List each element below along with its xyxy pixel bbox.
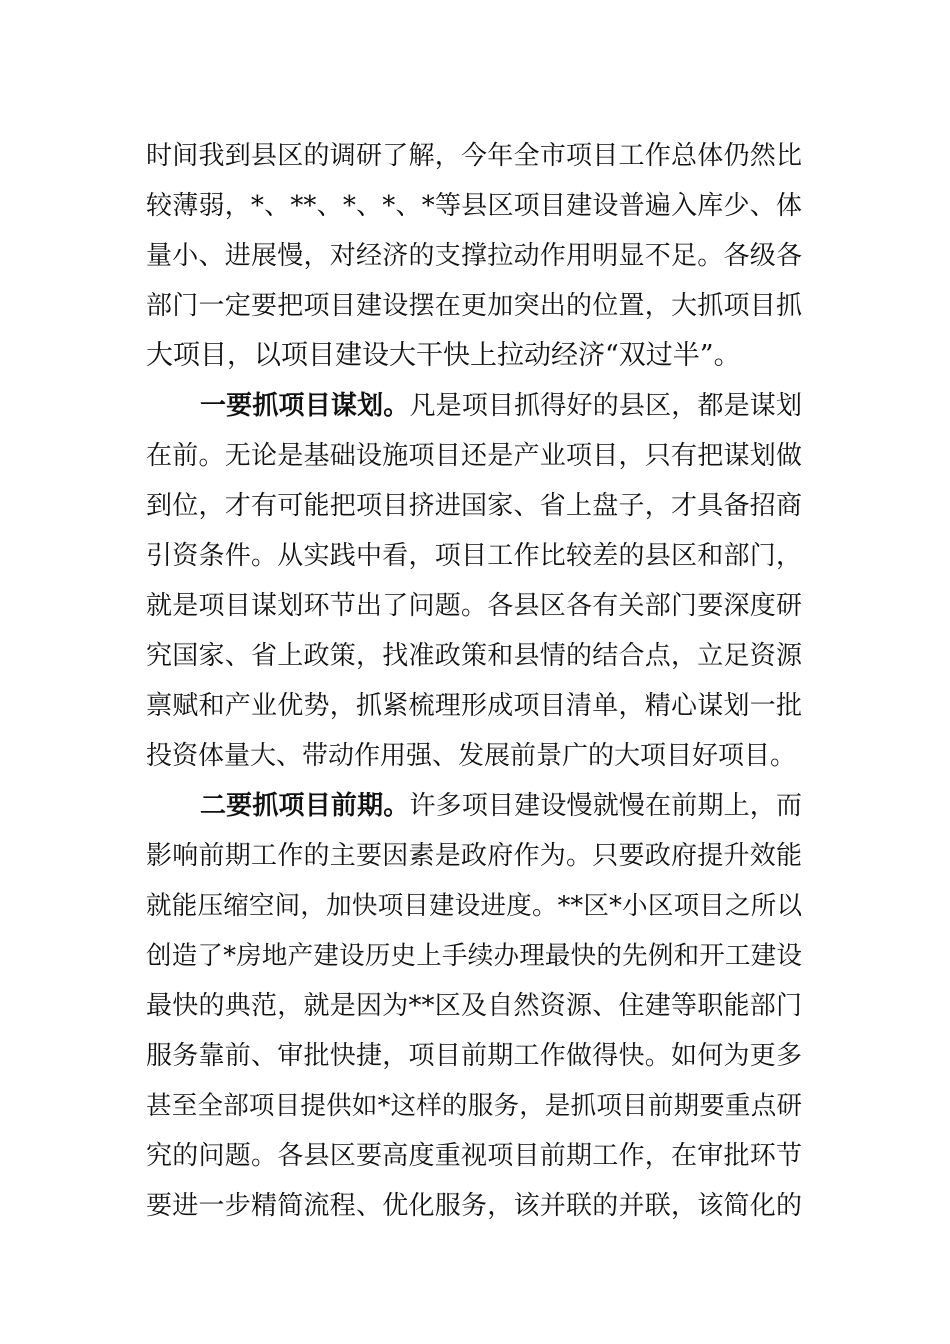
paragraph-1-line-4: 部门一定要把项目建设摆在更加突出的位置，大抓项目抓 — [146, 291, 802, 321]
paragraph-3-line-6: 服务靠前、审批快捷，项目前期工作做得快。如何为更多 — [146, 1041, 802, 1071]
paragraph-3-line-9: 要进一步精简流程、优化服务，该并联的并联，该简化的 — [146, 1191, 802, 1221]
paragraph-1-line-3: 量小、进展慢，对经济的支撑拉动作用明显不足。各级各 — [146, 241, 802, 271]
paragraph-2-line-7: 禀赋和产业优势，抓紧梳理形成项目清单，精心谋划一批 — [146, 691, 802, 721]
paragraph-2-line-2: 在前。无论是基础设施项目还是产业项目，只有把谋划做 — [146, 441, 802, 471]
paragraph-3-line-3: 就能压缩空间，加快项目建设进度。**区*小区项目之所以 — [146, 891, 802, 921]
paragraph-2-line-8: 投资体量大、带动作用强、发展前景广的大项目好项目。 — [146, 741, 797, 771]
paragraph-3-line-5: 最快的典范，就是因为**区及自然资源、住建等职能部门 — [146, 991, 802, 1021]
paragraph-3-line-4: 创造了*房地产建设历史上手续办理最快的先例和开工建设 — [146, 941, 802, 971]
paragraph-2-line-3: 到位，才有可能把项目挤进国家、省上盘子，才具备招商 — [146, 491, 802, 521]
paragraph-3-line-1-text: 许多项目建设慢就慢在前期上，而 — [409, 791, 802, 821]
paragraph-2-line-5: 就是项目谋划环节出了问题。各县区各有关部门要深度研 — [146, 591, 802, 621]
paragraph-2-line-1 — [200, 386, 802, 426]
paragraph-3-line-2: 影响前期工作的主要因素是政府作为。只要政府提升效能 — [146, 841, 802, 871]
paragraph-3-line-7: 甚至全部项目提供如*这样的服务，是抓项目前期要重点研 — [146, 1091, 802, 1121]
paragraph-1-line-2: 较薄弱，*、**、*、*、*等县区项目建设普遍入库少、体 — [146, 191, 802, 221]
paragraph-1-line-5: 大项目，以项目建设大干快上拉动经济“双过半”。 — [146, 340, 741, 371]
paragraph-2-line-6: 究国家、省上政策，找准政策和县情的结合点，立足资源 — [146, 641, 802, 671]
paragraph-2-line-4: 引资条件。从实践中看，项目工作比较差的县区和部门， — [146, 541, 802, 571]
paragraph-2-heading: 一要抓项目谋划。 — [200, 391, 410, 421]
paragraph-2-line-1-text: 凡是项目抓得好的县区，都是谋划 — [409, 391, 802, 421]
paragraph-3-line-8: 究的问题。各县区要高度重视项目前期工作，在审批环节 — [146, 1141, 802, 1171]
paragraph-3-heading: 二要抓项目前期。 — [200, 791, 410, 821]
paragraph-1-line-1: 时间我到县区的调研了解，今年全市项目工作总体仍然比 — [146, 141, 802, 171]
paragraph-3-line-1 — [200, 786, 802, 826]
